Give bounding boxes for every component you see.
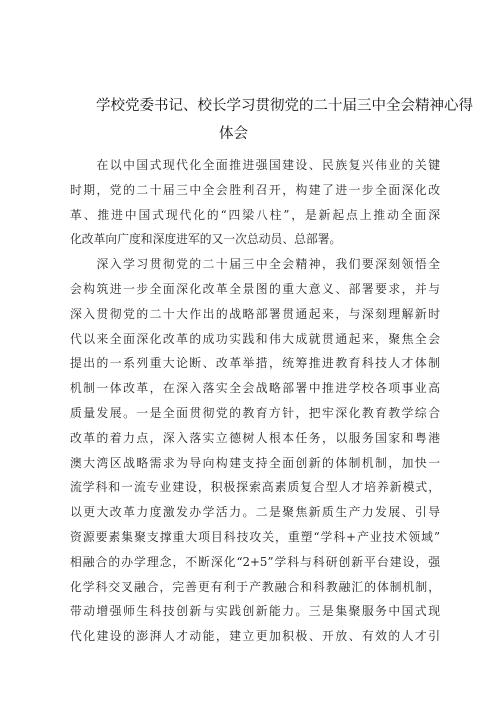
paragraph-line: 会构筑进一步全面深化改革全景图的重大意义、部署要求，并与 — [70, 281, 440, 296]
paragraph-line: 时期，党的二十届三中全会胜利召开，构建了进一步全面深化改 — [70, 182, 440, 197]
paragraph-line: 以更大改革力度激发办学活力。二是聚焦新质生产力发展、引导 — [70, 505, 440, 520]
paragraph-line: 资源要素集聚支撑重大项目科技攻关，重塑“学科+产业技术领域” — [70, 529, 440, 544]
paragraph-2 — [70, 252, 440, 649]
paragraph-1 — [70, 153, 440, 252]
paragraph-line: 澳大湾区战略需求为导向构建支持全面创新的体制机制，加快一 — [70, 455, 440, 470]
document-body — [70, 153, 440, 649]
title-line-1: 学校党委书记、校长学习贯彻党的二十届三中全会精神心得 — [96, 98, 473, 114]
paragraph-line: 化学科交叉融合，完善更有利于产教融合和科教融汇的体制机制， — [70, 579, 440, 594]
document-title — [96, 92, 473, 148]
paragraph-line: 革、推进中国式现代化的“四梁八柱”，是新起点上推动全面深 — [70, 207, 440, 222]
paragraph-line: 带动增强师生科技创新与实践创新能力。三是集聚服务中国式现 — [70, 604, 440, 619]
paragraph-line: 代化建设的澎湃人才动能，建立更加积极、开放、有效的人才引 — [70, 629, 440, 644]
paragraph-line: 深入学习贯彻党的二十届三中全会精神，我们要深刻领悟全 — [70, 257, 440, 272]
paragraph-line: 相融合的办学理念，不断深化“2+5”学科与科研创新平台建设，强 — [70, 554, 440, 569]
paragraph-line: 深入贯彻党的二十大作出的战略部署贯通起来，与深刻理解新时 — [70, 306, 440, 321]
paragraph-line: 机制一体改革，在深入落实全会战略部署中推进学校各项事业高 — [70, 381, 440, 396]
paragraph-line: 改革的着力点，深入落实立德树人根本任务，以服务国家和粤港 — [70, 430, 440, 445]
paragraph-line: 代以来全面深化改革的成功实践和伟大成就贯通起来，聚焦全会 — [70, 331, 440, 346]
paragraph-line: 在以中国式现代化全面推进强国建设、民族复兴伟业的关键 — [70, 158, 440, 172]
title-line-2: 体会 — [219, 126, 248, 142]
paragraph-line: 提出的一系列重大论断、改革举措，统筹推进教育科技人才体制 — [70, 356, 440, 371]
paragraph-line: 质量发展。一是全面贯彻党的教育方针，把牢深化教育教学综合 — [70, 405, 440, 420]
paragraph-line: 化改革向广度和深度进军的又一次总动员、总部署。 — [70, 232, 342, 247]
paragraph-line: 流学科和一流专业建设，积极探索高素质复合型人才培养新模式， — [70, 480, 440, 495]
